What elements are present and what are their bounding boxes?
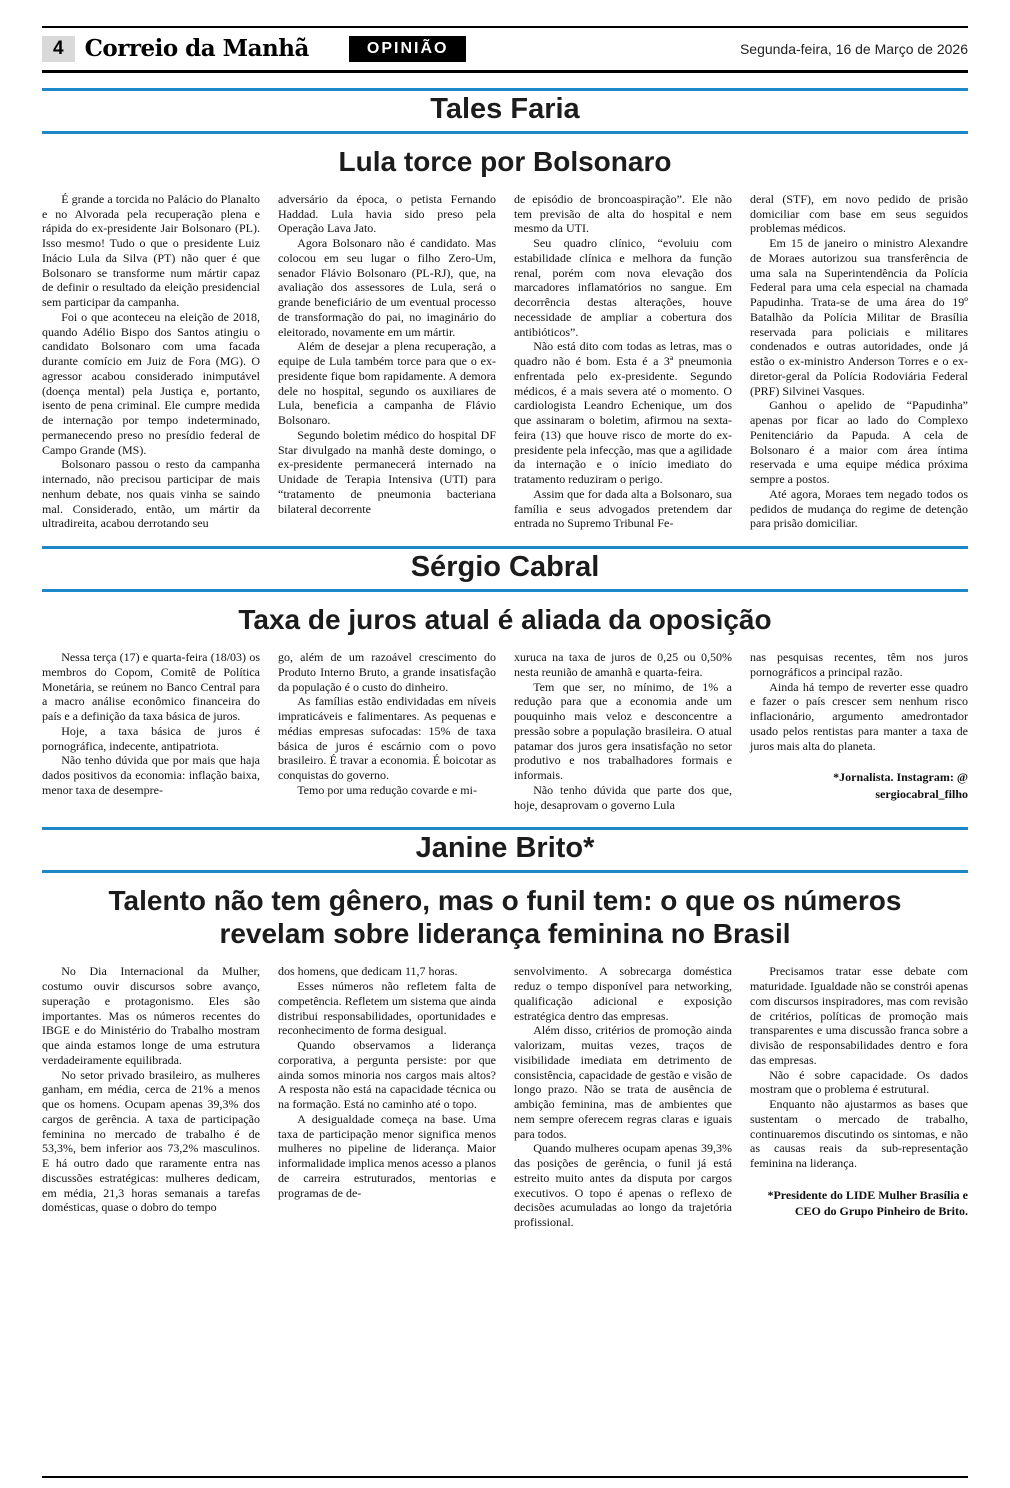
- article-paragraph: deral (STF), em novo pedido de prisão domiciliar com base em seus seguidos problemas médicos.: [750, 191, 968, 236]
- article-column: [750, 964, 968, 1230]
- header-rule: [42, 70, 968, 73]
- author-rule-bottom: [42, 131, 968, 134]
- article-paragraph: As famílias estão endividadas em níveis impraticáveis e falimentares. As pequenas e médias empresas sufocadas: 15% de taxa básica de juros é escárnio com o povo brasileiro. É travar a economia. É boicotar as conquistas do governo.: [278, 694, 496, 783]
- article-sergio-cabral: [42, 546, 968, 812]
- article-column: [42, 964, 260, 1230]
- header-row: [42, 28, 968, 70]
- article-body: [42, 650, 968, 812]
- article-headline: Talento não tem gênero, mas o funil tem: o que os números revelam sobre liderança feminina no Brasil: [108, 885, 902, 950]
- article-paragraph: go, além de um razoável crescimento do Produto Interno Bruto, a grande insatisfação da população é o custo do dinheiro.: [278, 650, 496, 694]
- article-paragraph: Temo por uma redução covarde e mi-: [297, 782, 477, 797]
- article-paragraph: Enquanto não ajustarmos as bases que sustentam o mercado de trabalho, continuaremos discutindo os sintomas, e não as causas reais da sub-representação feminina na liderança.: [750, 1097, 968, 1171]
- article-paragraph: Foi o que aconteceu na eleição de 2018, quando Adélio Bispo dos Santos atingiu o candidato Bolsonaro com uma facada durante comício em Juiz de Fora (MG). O agressor acabou considerado inimputável (doença mental) pela Justiça e, portanto, isento de pena criminal. Ele cumpre medida de internação por tempo indeterminado, permanecendo preso no presídio federal de Campo Grande (MS).: [42, 309, 260, 457]
- article-tales-faria: [42, 88, 968, 531]
- article-paragraph: Não é sobre capacidade. Os dados mostram que o problema é estrutural.: [750, 1067, 968, 1097]
- article-column: [42, 192, 260, 531]
- article-paragraph: Ganhou o apelido de “Papudinha” apenas por ficar ao lado do Complexo Penitenciário da Papuda. A cela de Bolsonaro é a maior com área íntima reservada e uma equipe médica próxima sempre a postos.: [750, 398, 968, 487]
- article-column: [750, 192, 968, 531]
- article-paragraph: Tem que ser, no mínimo, de 1% a redução para que a economia ande um pouquinho mais veloz e desconcentre a pressão sobre a população brasileira. O atual patamar dos juros gera insatisfação no setor produtivo e nos trabalhadores formais e informais.: [514, 679, 732, 783]
- article-paragraph: Não está dito com todas as letras, mas o quadro não é bom. Esta é a 3ª pneumonia enfrentada pelo ex-presidente. Segundo médicos, é a mais severa até o momento. O cardiologista Leandro Echenique, um dos que assinaram o boletim, afirmou na sexta-feira (13) que houve risco de morte do ex-presidente pela infecção, mas que a agilidade da internação e o início imediato do tratamento reduziram o perigo.: [514, 339, 732, 487]
- author-signature: *Jornalista. Instagram: @ sergiocabral_filho: [833, 770, 968, 801]
- article-paragraph: nas pesquisas recentes, têm nos juros pornográficos a principal razão.: [750, 650, 968, 679]
- author-signature: *Presidente do LIDE Mulher Brasília e CEO do Grupo Pinheiro de Brito.: [767, 1187, 968, 1218]
- article-paragraph: Assim que for dada alta a Bolsonaro, sua família e seus advogados pretendem dar entrada no Supremo Tribunal Fe-: [514, 486, 732, 531]
- bottom-rule: [42, 1476, 968, 1478]
- author-name: Tales Faria: [430, 93, 580, 125]
- article-headline: Lula torce por Bolsonaro: [338, 145, 672, 177]
- article-column: [750, 650, 968, 812]
- author-rule-bottom: [42, 589, 968, 592]
- author-rule-top: [42, 88, 968, 91]
- article-paragraph: senvolvimento. A sobrecarga doméstica reduz o tempo disponível para networking, qualificação adicional e exposição estratégica dentro das empresas.: [514, 964, 732, 1023]
- article-paragraph: Segundo boletim médico do hospital DF Star divulgado na manhã deste domingo, o ex-presidente permanecerá internado na Unidade de Terapia Intensiva (UTI) para “tratamento de pneumonia bacteriana bilateral decorrente: [278, 427, 496, 516]
- section-label: OPINIÃO: [349, 36, 467, 62]
- article-paragraph: No Dia Internacional da Mulher, costumo ouvir discursos sobre avanço, superação e protagonismo. Eles são importantes. Mas os números recentes do IBGE e do Ministério do Trabalho mostram que ainda estamos longe de uma estrutura verdadeiramente equilibrada.: [42, 964, 260, 1067]
- page-header: [42, 26, 968, 73]
- article-column: [278, 964, 496, 1230]
- article-paragraph: xuruca na taxa de juros de 0,25 ou 0,50% nesta reunião de amanhã e quarta-feira.: [514, 650, 732, 679]
- article-paragraph: Quando mulheres ocupam apenas 39,3% das posições de gerência, o funil já está estreito muito antes da disputa por cargos executivos. O topo é apenas o reflexo de decisões acumuladas ao longo da trajetória profissional.: [514, 1141, 732, 1230]
- article-paragraph: Ainda há tempo de reverter esse quadro e fazer o país crescer sem nenhum risco inflacionário, argumento amedrontador usado pelos rentistas para manter a taxa de juros mais alta do planeta.: [750, 679, 968, 753]
- article-paragraph: Agora Bolsonaro não é candidato. Mas colocou em seu lugar o filho Zero-Um, senador Flávio Bolsonaro (PL-RJ), que, na avaliação dos assessores de Lula, será o grande beneficiário de um eventual processo de transformação do pai, no imaginário do eleitorado, novamente em um mártir.: [278, 236, 496, 339]
- article-column: [278, 650, 496, 812]
- article-paragraph: de episódio de broncoaspiração”. Ele não tem previsão de alta do hospital e nem mesmo da UTI.: [514, 191, 732, 236]
- article-paragraph: Além de desejar a plena recuperação, a equipe de Lula também torce para que o ex-presidente fique bom rapidamente. A demora dele no hospital, segundo os auxiliares de Lula, beneficia a campanha de Flávio Bolsonaro.: [278, 339, 496, 428]
- article-paragraph: Em 15 de janeiro o ministro Alexandre de Moraes autorizou sua transferência de uma sala na Superintendência da Polícia Federal para uma cela especial na chamada Papudinha. Trata-se de uma área do 19º Batalhão da Polícia Militar de Brasília reservada para policiais e militares condenados e outras autoridades, onde já estão o ex-ministro Anderson Torres e o ex-diretor-geral da Polícia Rodoviária Federal (PRF) Silvinei Vasques.: [750, 236, 968, 398]
- article-paragraph: É grande a torcida no Palácio do Planalto e no Alvorada pela recuperação plena e rápida do ex-presidente Jair Bolsonaro (PL). Isso mesmo! Tudo o que o presidente Luiz Inácio Lula da Silva (PT) não quer é que Bolsonaro se transforme num mártir capaz de definir o resultado da eleição presidencial sem participar da campanha.: [42, 191, 260, 310]
- article-headline: Taxa de juros atual é aliada da oposição: [238, 604, 772, 636]
- article-paragraph: No setor privado brasileiro, as mulheres ganham, em média, cerca de 21% a menos que os homens. Ocupam apenas 39,3% dos cargos de gerência. A taxa de participação feminina no mercado de trabalho é de 53,3%, bem inferior aos 73,2% masculinos. E há outro dado que raramente entra nas discussões estratégicas: mulheres dedicam, em média, 21,3 horas semanais a tarefas domésticas, quase o dobro do tempo: [42, 1067, 260, 1215]
- masthead: Correio da Manhã: [84, 35, 309, 62]
- article-column: [514, 650, 732, 812]
- article-paragraph: Além disso, critérios de promoção ainda valorizam, muitas vezes, traços de visibilidade imediata em detrimento de consistência, capacidade de gestão e visão de longo prazo. Não se trata de ausência de ambição feminina, mas de ambientes que nem sempre oferecem regras claras e iguais para todos.: [514, 1023, 732, 1141]
- page-number: 4: [42, 36, 75, 62]
- article-column: [514, 192, 732, 531]
- article-paragraph: Não tenho dúvida que parte dos que, hoje, desaprovam o governo Lula: [514, 782, 732, 812]
- article-column: [514, 964, 732, 1230]
- article-paragraph: Precisamos tratar esse debate com maturidade. Igualdade não se constrói apenas com discursos inspiradores, mas com revisão de critérios, políticas de promoção mais transparentes e uma discussão franca sobre a divisão de responsabilidades dentro e fora das empresas.: [750, 964, 968, 1067]
- article-body: [42, 192, 968, 531]
- author-name: Sérgio Cabral: [410, 551, 600, 584]
- article-janine-brito: [42, 827, 968, 1229]
- article-paragraph: dos homens, que dedicam 11,7 horas.: [278, 964, 458, 979]
- author-rule-top: [42, 827, 968, 830]
- article-paragraph: Nessa terça (17) e quarta-feira (18/03) os membros do Copom, Comitê de Política Monetária, se reúnem no Banco Central para a macro análise econômico financeira do país e a definição da taxa básica de juros.: [42, 650, 260, 724]
- article-paragraph: adversário da época, o petista Fernando Haddad. Lula havia sido preso pela Operação Lava Jato.: [278, 191, 496, 236]
- article-paragraph: A desigualdade começa na base. Uma taxa de participação menor significa menos mulheres no pipeline de liderança. Maior informalidade implica menos acesso a planos de carreira estruturados, mentorias e programas de de-: [278, 1111, 496, 1200]
- author-name: Janine Brito*: [415, 832, 595, 865]
- article-paragraph: Hoje, a taxa básica de juros é pornográfica, indecente, antipatriota.: [42, 723, 260, 753]
- author-rule-bottom: [42, 870, 968, 873]
- author-rule-top: [42, 546, 968, 549]
- article-paragraph: Esses números não refletem falta de competência. Refletem um sistema que ainda distribui responsabilidades, oportunidades e reconhecimento de forma desigual.: [278, 979, 496, 1038]
- article-column: [42, 650, 260, 812]
- article-paragraph: Quando observamos a liderança corporativa, a pergunta persiste: por que ainda somos minoria nos cargos mais altos? A resposta não está na capacidade técnica ou na formação. Está no caminho até o topo.: [278, 1038, 496, 1112]
- article-paragraph: Seu quadro clínico, “evoluiu com estabilidade clínica e melhora da função renal, porém com nova elevação dos marcadores inflamatórios no sangue. Em decorrência destas alterações, houve necessidade de ampliar a cobertura dos antibióticos”.: [514, 236, 732, 339]
- article-body: [42, 964, 968, 1230]
- edition-date: Segunda-feira, 16 de Março de 2026: [739, 40, 968, 57]
- article-paragraph: Não tenho dúvida que por mais que haja dados positivos da economia: inflação baixa, menor taxa de desempre-: [42, 753, 260, 797]
- article-paragraph: Até agora, Moraes tem negado todos os pedidos de mudança do regime de detenção para prisão domiciliar.: [750, 486, 968, 531]
- article-paragraph: Bolsonaro passou o resto da campanha internado, não precisou participar de mais nenhum debate, nos quais vinha se saindo mal. Considerado, então, um mártir da ultradireita, acabou derrotando seu: [42, 457, 260, 531]
- article-column: [278, 192, 496, 531]
